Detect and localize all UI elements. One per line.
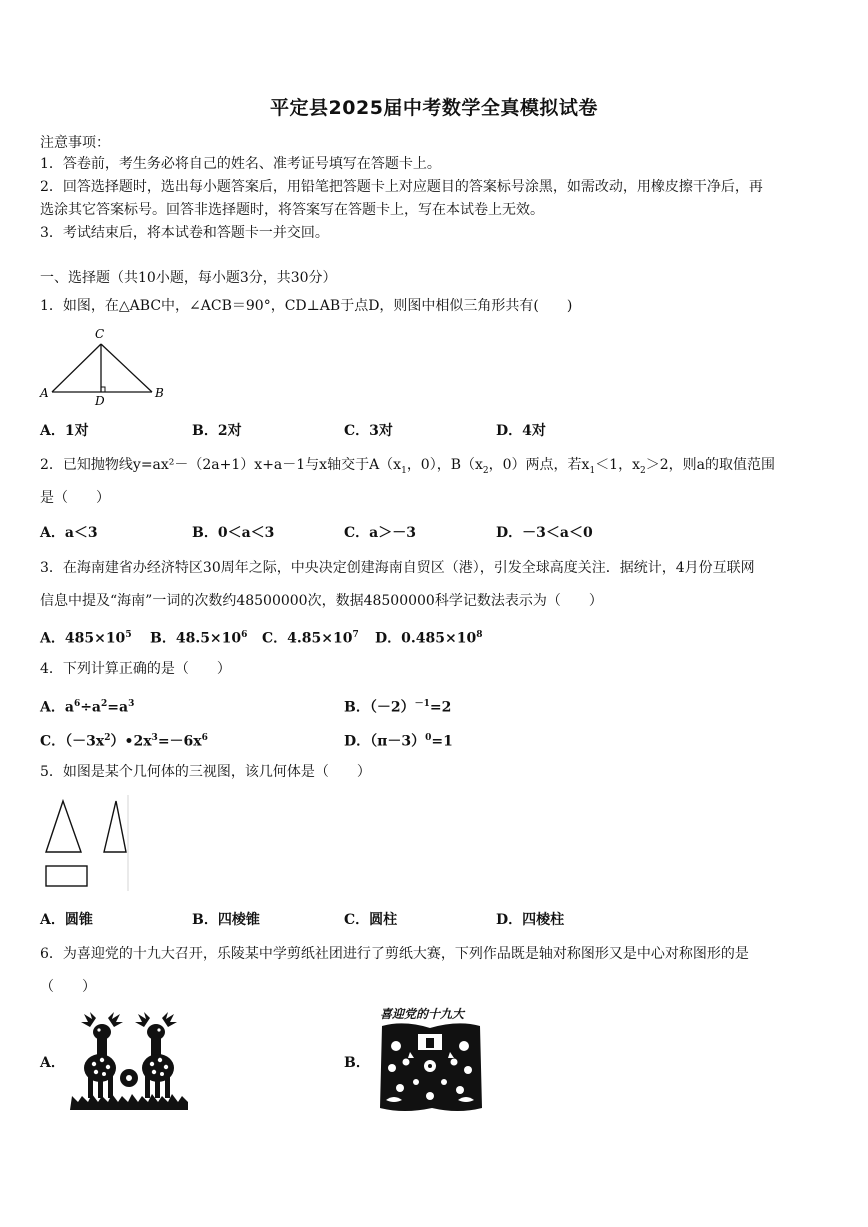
q2-stem-cont: 是（ ） [40, 490, 110, 506]
q6-stem: 6．为喜迎党的十九大召开，乐陵某中学剪纸社团进行了剪纸大赛，下列作品既是轴对称图形又是中心对称图形的是 [40, 946, 749, 962]
q1-label-c: C [95, 327, 105, 341]
q6-papercut-congress-image [374, 1004, 488, 1116]
q1-stem: 1．如图，在△ABC中，∠ACB＝90°，CD⊥AB于点D，则图中相似三角形共有( ) [40, 298, 573, 314]
q4-option-c[interactable]: C．$(-3x^2)•2x^3=-6x^6$ [40, 733, 208, 750]
q1-option-c[interactable]: C．3对 [344, 423, 393, 439]
q5-option-a[interactable]: A．圆锥 [40, 912, 93, 928]
q2-option-c[interactable]: C．a＞－3 [344, 525, 416, 541]
exam-title: 平定县2025届中考数学全真模拟试卷 [270, 97, 598, 119]
q3-option-a[interactable]: A．$485\times 10^5$ [40, 630, 132, 647]
section-heading: 一、选择题（共10小题，每小题3分，共30分） [40, 270, 337, 286]
q1-option-a[interactable]: A．1对 [40, 423, 89, 439]
q5-stem: 5．如图是某个几何体的三视图，该几何体是（ ） [40, 764, 371, 780]
q5-option-b[interactable]: B．四棱锥 [192, 912, 260, 928]
q1-option-b[interactable]: B．2对 [192, 423, 242, 439]
notice-item-2: 2．回答选择题时，选出每小题答案后，用铅笔把答题卡上对应题目的答案标号涂黑，如需改动，用橡皮擦干净后，再 [40, 179, 763, 195]
q6-option-b[interactable]: B． [344, 1055, 370, 1071]
q2-stem: 2．已知抛物线y=ax²－（2a+1）x+a－1与x轴交于$A(x_1$，0），$B(x_2$，0）两点，若$x_1<1$，$x_2>2$，则a的取值范围 [40, 457, 775, 476]
q6-papercut-b-text: 喜迎党的十九大 [380, 1007, 465, 1021]
q3-stem: 3．在海南建省办经济特区30周年之际，中央决定创建海南自贸区（港），引发全球高度关注．据统计，4月份互联网 [40, 560, 755, 576]
q4-stem: 4．下列计算正确的是（ ） [40, 661, 231, 677]
q1-label-d: D [95, 394, 105, 408]
q1-label-a: A [40, 386, 49, 400]
q4-option-d[interactable]: D．$(\pi-3)^0=1$ [344, 733, 453, 750]
q4-option-a[interactable]: A．$a^6\div a^2=a^3$ [40, 699, 135, 716]
q2-option-d[interactable]: D．－3＜a＜0 [496, 525, 593, 541]
q4-option-b[interactable]: B．$(-2)^{-1}=2$ [344, 699, 452, 716]
q5-three-views-figure [40, 795, 130, 891]
q1-triangle-figure [38, 325, 168, 407]
notice-item-3: 3．考试结束后，将本试卷和答题卡一并交回。 [40, 225, 329, 241]
q3-option-c[interactable]: C．$4.85\times 10^7$ [262, 630, 359, 647]
q1-option-d[interactable]: D．4对 [496, 423, 546, 439]
q6-papercut-deer-image [68, 1010, 190, 1112]
q5-option-d[interactable]: D．四棱柱 [496, 912, 565, 928]
notice-heading: 注意事项： [40, 135, 110, 151]
q3-option-d[interactable]: D．$0.485\times 10^8$ [375, 630, 483, 647]
q1-label-b: B [155, 386, 164, 400]
q3-option-b[interactable]: B．$48.5\times 10^6$ [150, 630, 248, 647]
notice-item-1: 1．答卷前，考生务必将自己的姓名、准考证号填写在答题卡上。 [40, 156, 441, 172]
q6-option-a[interactable]: A． [40, 1055, 65, 1071]
q2-option-b[interactable]: B．0＜a＜3 [192, 525, 275, 541]
q2-option-a[interactable]: A．a＜3 [40, 525, 98, 541]
notice-item-2-cont: 选涂其它答案标号。回答非选择题时，将答案写在答题卡上，写在本试卷上无效。 [40, 202, 544, 218]
q5-option-c[interactable]: C．圆柱 [344, 912, 398, 928]
q6-stem-cont: （ ） [40, 979, 96, 995]
q3-stem-cont: 信息中提及“海南”一词的次数约48500000次，数据48500000科学记数法表示为（ ） [40, 593, 603, 609]
